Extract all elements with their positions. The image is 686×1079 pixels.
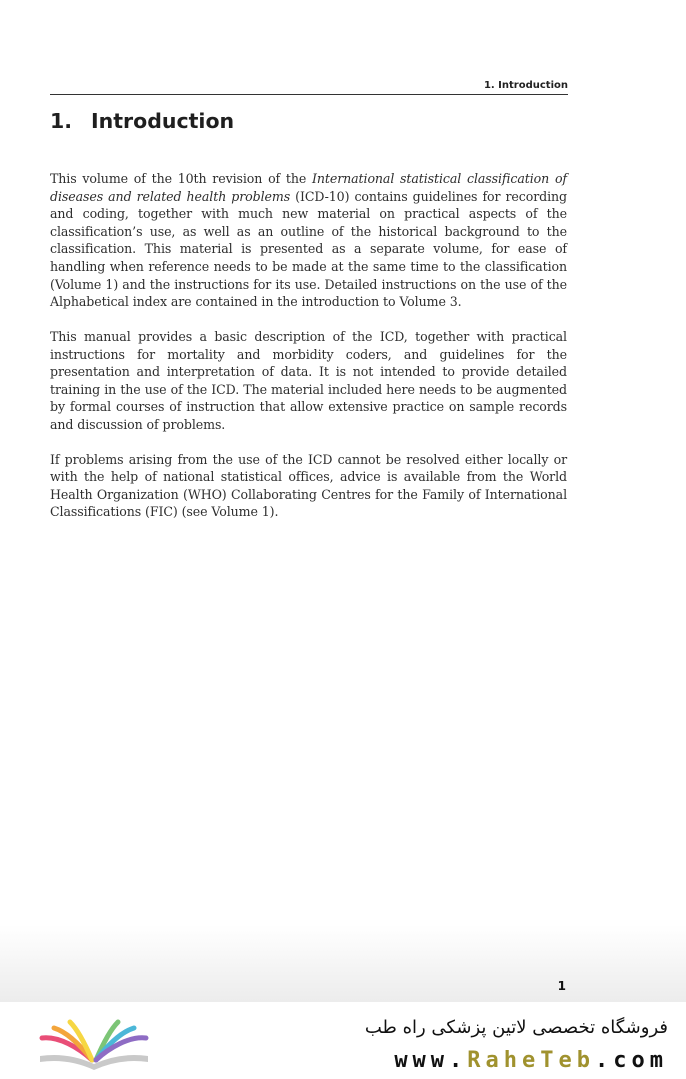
store-banner[interactable]: [0, 1002, 686, 1079]
icd-full-title: International statistical classification of diseases and related health problems: [50, 171, 567, 204]
store-name: فروشگاه تخصصی لاتین پزشکی راه طب: [364, 1017, 668, 1038]
page-bottom-shade: [0, 925, 686, 1002]
header-rule: [50, 94, 568, 95]
chapter-number: 1.: [50, 109, 73, 133]
paragraph-2: This manual provides a basic description of the ICD, together with practical instructions for mortality and morbidity coders, and guidelines for the presentation and interpretation of data. It is not intended to provide detailed training in the use of the ICD. The material included here needs to be augmented by formal courses of instruction that allow extensive practice on sample records and discussion of problems.: [50, 328, 567, 432]
running-header: 1. Introduction: [483, 80, 568, 91]
paragraph-3: If problems arising from the use of the ICD cannot be resolved either locally or with the help of national statistical offices, advice is available from the World Health Organization (WHO) Collaborating Centres for the Family of International Classifications (FIC) (see Volume 1).: [50, 451, 567, 520]
store-url-link[interactable]: [394, 1048, 668, 1073]
paragraph-1: [50, 170, 567, 311]
paragraph-1-lead: This volume of the 10th revision of the: [50, 171, 313, 186]
chapter-title: [50, 109, 234, 133]
page-number: 1: [557, 979, 566, 993]
chapter-title-text: Introduction: [91, 109, 235, 133]
paragraph-1-rest: (ICD-10) contains guidelines for recording and coding, together with much new material on practical aspects of the classification’s use, as well as an outline of the historical background to the classification. This material is presented as a separate volume, for ease of handling when reference needs to be made at the same time to the classification (Volume 1) and the instructions for its use. Detailed instructions on the use of the Alphabetical index are contained in the introduction to Volume 3.: [50, 188, 567, 310]
open-book-rainbow-icon: [34, 1016, 154, 1072]
url-brand: RaheTeb: [467, 1048, 596, 1073]
body-text: [50, 170, 567, 538]
url-prefix: www.: [394, 1048, 468, 1073]
url-suffix: .com: [595, 1048, 668, 1073]
